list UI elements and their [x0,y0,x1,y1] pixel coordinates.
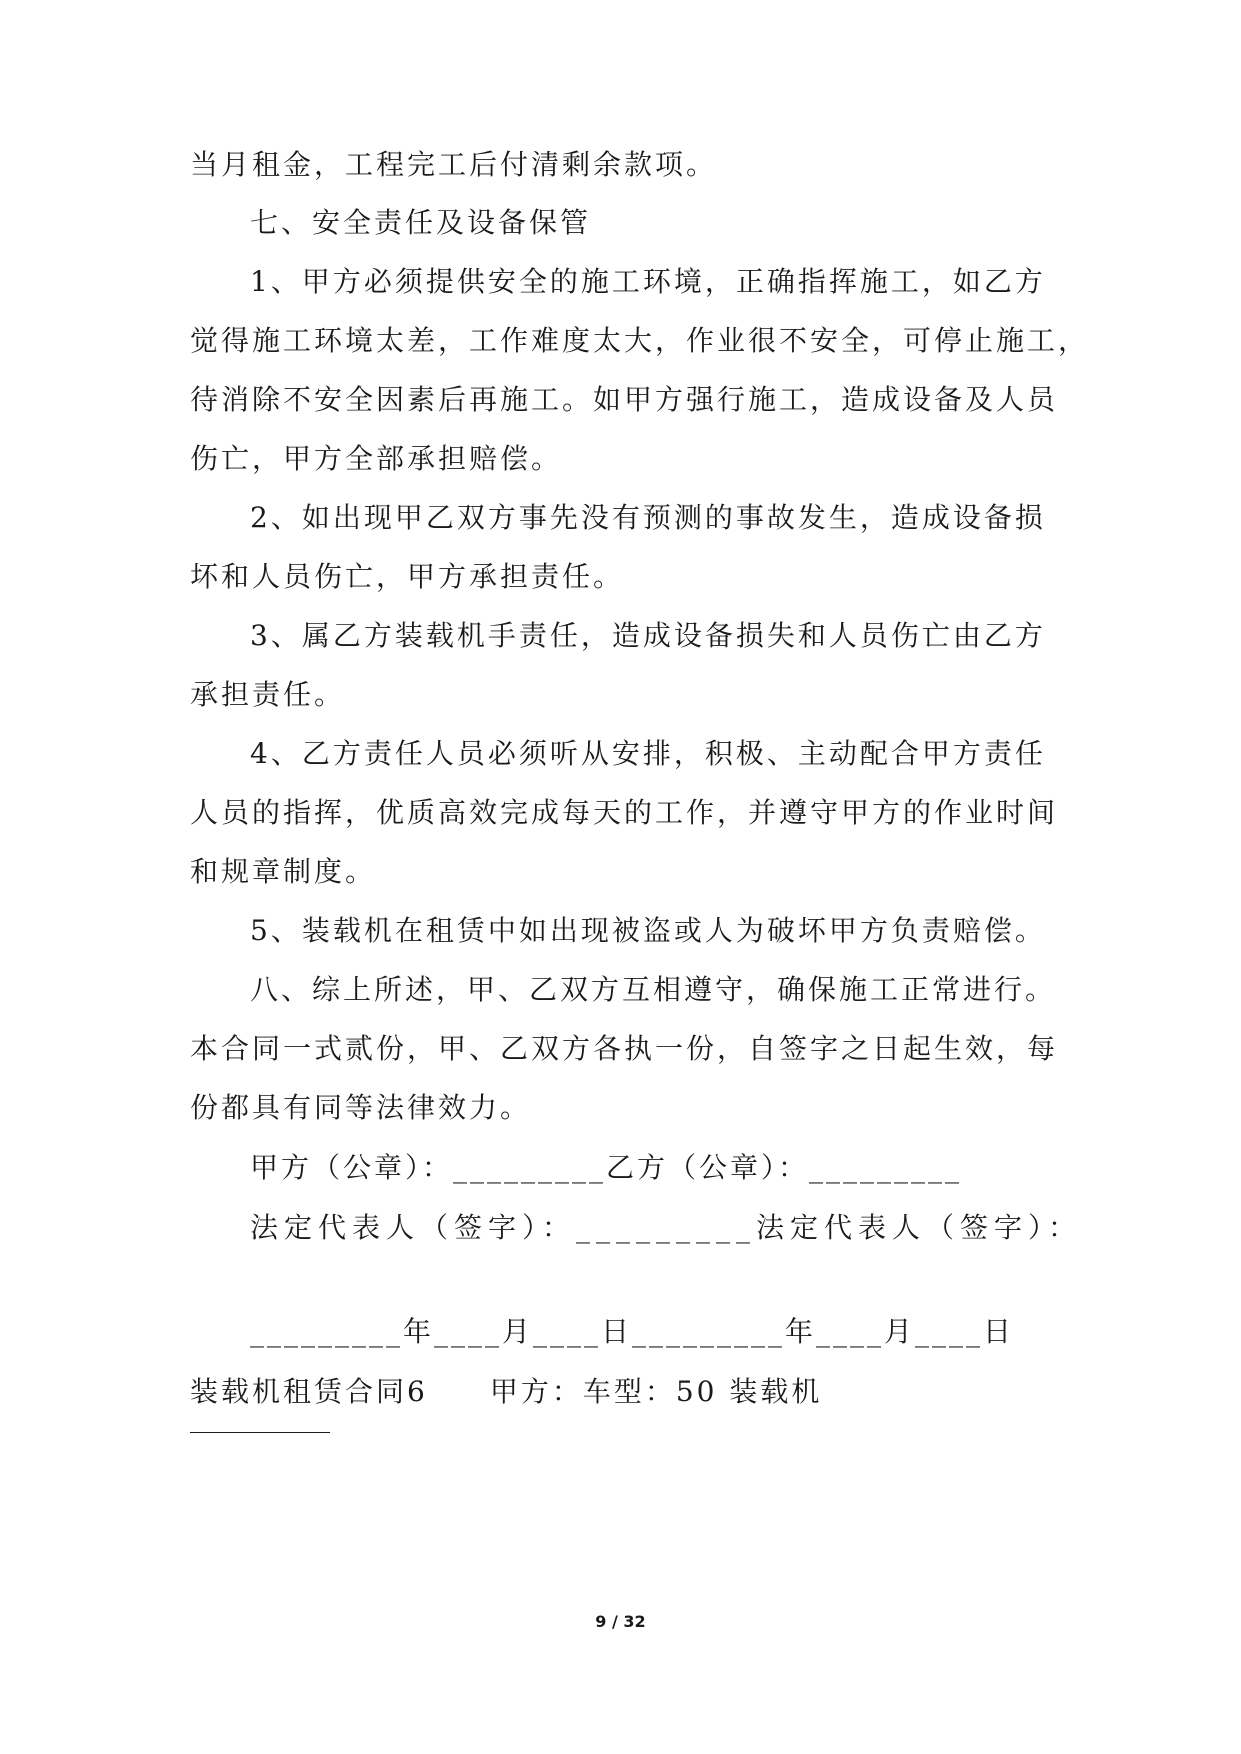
text-line: 伤亡，甲方全部承担赔偿。 [190,442,563,475]
text-line: 装载机租赁合同6 甲方：车型：50 装载机 [190,1375,823,1408]
section-heading: 八、综上所述，甲、乙双方互相遵守，确保施工正常进行。 [250,973,1057,1006]
text-line: 4、乙方责任人员必须听从安排，积极、主动配合甲方责任 [250,737,1046,770]
text-line: 当月租金，工程完工后付清剩余款项。 [190,148,718,181]
text-line: 2、如出现甲乙双方事先没有预测的事故发生，造成设备损 [250,501,1046,534]
date-line: _________年____月____日_________年____月____日 [250,1315,1015,1348]
section-heading: 七、安全责任及设备保管 [250,206,592,239]
text-line: 人员的指挥，优质高效完成每天的工作，并遵守甲方的作业时间 [190,796,1059,829]
text-line: 3、属乙方装载机手责任，造成设备损失和人员伤亡由乙方 [250,619,1046,652]
text-line: 份都具有同等法律效力。 [190,1091,532,1124]
signature-line-seal: 甲方（公章）：_________乙方（公章）：_________ [250,1151,963,1184]
text-line: 1、甲方必须提供安全的施工环境，正确指挥施工，如乙方 [250,265,1046,298]
text-line: 坏和人员伤亡，甲方承担责任。 [190,560,625,593]
text-line: 本合同一式贰份，甲、乙双方各执一份，自签字之日起生效，每 [190,1032,1059,1065]
text-line: 和规章制度。 [190,855,377,888]
page-number: 9 / 32 [595,1612,646,1631]
signature-line-representative: 法定代表人（签字）：_________法定代表人（签字）： [250,1211,1083,1244]
text-line: 承担责任。 [190,678,346,711]
signature-blank [190,1432,330,1433]
text-line: 5、装载机在租赁中如出现被盗或人为破坏甲方负责赔偿。 [250,914,1046,947]
text-line: 待消除不安全因素后再施工。如甲方强行施工，造成设备及人员 [190,383,1059,416]
text-line: 觉得施工环境太差，工作难度太大，作业很不安全，可停止施工， [190,324,1090,357]
